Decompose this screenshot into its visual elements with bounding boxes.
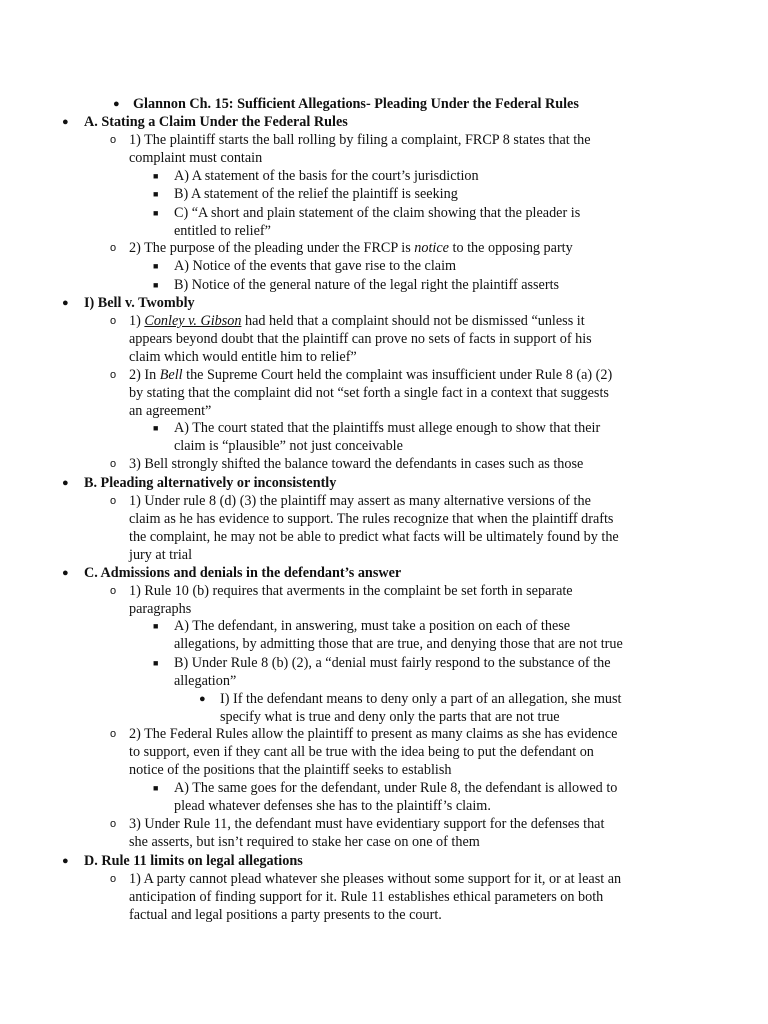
bullet-dot-icon: ● — [62, 477, 69, 489]
bullet-square-icon: ■ — [153, 783, 159, 793]
bullet-circle-icon: o — [110, 873, 117, 885]
bullet-circle-icon: o — [110, 495, 117, 507]
bullet-circle-icon: o — [110, 369, 117, 381]
bullet-square-icon: ■ — [153, 208, 159, 218]
bullet-dot-icon: ● — [62, 855, 69, 867]
bullet-circle-icon: o — [110, 585, 117, 597]
bullet-dot-icon: ● — [199, 693, 206, 705]
document-page: ● Glannon Ch. 15: Sufficient Allegations- Pleading Under the Federal Rules ● A. Stating a Claim Under the Federal Rules o 1) The plaintiff starts the ball rolling by filing a complaint, FRCP 8 states that the complaint must contain ■ A) A statement of the basis for the court’s jurisdiction ■ B) A statement of the relief the plaintiff is seeking ■ C) “A short and plain statement of the claim showing that the pleader is entitled to relief” o 2) The purpose of the pleading under the FRCP is notice to the opposing party ■ A) Notice of the events that gave rise to the claim ■ B) Notice of the general nature of the legal right the plaintiff asserts ● I) Bell v. Twombly o 1) Conley v. Gibson had held that a complaint should not be dismissed “unless it appears beyond doubt that the plaintiff can prove no sets of facts in support of his claim which would entitle him to relief” o 2) In Bell the Supreme Court held the complaint was insufficient under Rule 8 (a) (2) by stating that the complaint did not “set forth a single fact in a context that suggests an agreement” ■ A) The court stated that the plaintiffs must allege enough to show that their claim is “plausible” not just conceivable o 3) Bell strongly shifted the balance toward the defendants in cases such as those ● B. Pleading alternatively or inconsistently o 1) Under rule 8 (d) (3) the plaintiff may assert as many alternative versions of the claim as he has evidence to support. The rules recognize that when the plaintiff drafts the complaint, he may not be able to predict what facts will be ultimately found by the jury at trial ● C. Admissions and denials in the defendant’s answer o 1) Rule 10 (b) requires that averments in the complaint be set forth in separate paragraphs ■ A) The defendant, in answering, must take a position on each of these allegations, by admitting those that are true, and denying those that are not true ■ B) Under Rule 8 (b) (2), a “denial must fairly respond to the substance of the allegation” ● I) If the defendant means to deny only a part of an allegation, she must specify what is true and deny only the parts that are not true o 2) The Federal Rules allow the plaintiff to present as many claims as she has evidence to support, even if they cant all be true with the idea being to put the defendant on notice of the positions that the plaintiff seeks to establish ■ A) The same goes for the defendant, under Rule 8, the defendant is allowed to plead whatever defenses she has to the plaintiff’s claim. o 3) Under Rule 11, the defendant must have evidentiary support for the defenses that she asserts, but isn’t required to stake her case on one of them ● D. Rule 11 limits on legal allegations o 1) A party cannot plead whatever she pleases without some support for it, or at least an anticipation of finding support for it. Rule 11 establishes ethical parameters on both factual and legal positions a party presents to the court. — [62, 96, 623, 923]
document-title: Glannon Ch. 15: Sufficient Allegations- Pleading Under the Federal Rules — [133, 96, 579, 112]
bullet-dot-icon: ● — [62, 297, 69, 309]
bullet-dot-icon: ● — [62, 116, 69, 128]
bullet-square-icon: ■ — [153, 658, 159, 668]
bullet-circle-icon: o — [110, 818, 117, 830]
bullet-circle-icon: o — [110, 242, 117, 254]
bullet-circle-icon: o — [110, 134, 117, 146]
bullet-dot-icon: ● — [62, 567, 69, 579]
bullet-circle-icon: o — [110, 315, 117, 327]
bullet-square-icon: ■ — [153, 261, 159, 271]
bullet-circle-icon: o — [110, 728, 117, 740]
bullet-square-icon: ■ — [153, 621, 159, 631]
bullet-circle-icon: o — [110, 458, 117, 470]
bullet-dot-icon: ● — [113, 98, 120, 110]
bullet-square-icon: ■ — [153, 280, 159, 290]
bullet-square-icon: ■ — [153, 189, 159, 199]
bullet-square-icon: ■ — [153, 423, 159, 433]
bullet-square-icon: ■ — [153, 171, 159, 181]
